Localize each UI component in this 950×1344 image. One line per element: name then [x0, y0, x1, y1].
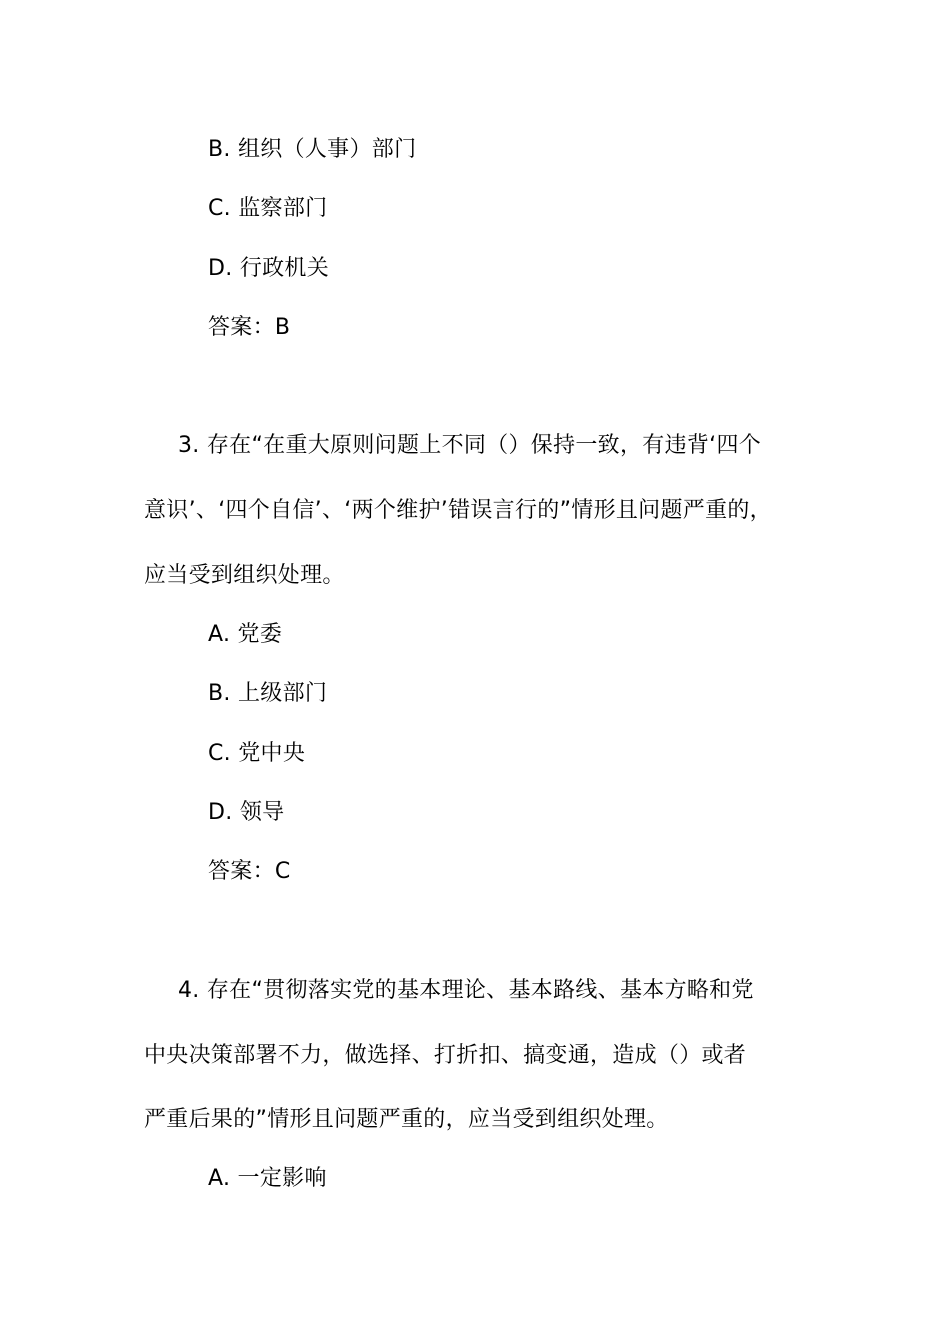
question-3-option-c: C. 党中央 — [208, 741, 306, 766]
question-4-line-1: 4. 存在“贯彻落实党的基本理论、基本路线、基本方略和党 — [178, 978, 754, 1003]
question-4-option-a: A. 一定影响 — [208, 1166, 327, 1191]
question-3-option-b: B. 上级部门 — [208, 681, 328, 706]
question-4-line-3: 严重后果的”情形且问题严重的，应当受到组织处理。 — [144, 1107, 669, 1132]
question-3-answer: 答案：C — [208, 859, 291, 884]
question-3-option-d: D. 领导 — [208, 800, 285, 825]
question-3-line-3: 应当受到组织处理。 — [144, 563, 345, 588]
question-4-line-2: 中央决策部署不力，做选择、打折扣、搞变通，造成（）或者 — [144, 1043, 747, 1068]
question-3-line-2: 意识’、‘四个自信’、‘两个维护’错误言行的”情形且问题严重的， — [144, 498, 772, 523]
question-3-option-a: A. 党委 — [208, 622, 283, 647]
question-3-line-1: 3. 存在“在重大原则问题上不同（）保持一致，有违背‘四个 — [178, 433, 762, 458]
option-b-prev: B. 组织（人事）部门 — [208, 137, 417, 162]
answer-prev: 答案：B — [208, 315, 291, 340]
option-c-prev: C. 监察部门 — [208, 196, 328, 221]
option-d-prev: D. 行政机关 — [208, 256, 330, 281]
